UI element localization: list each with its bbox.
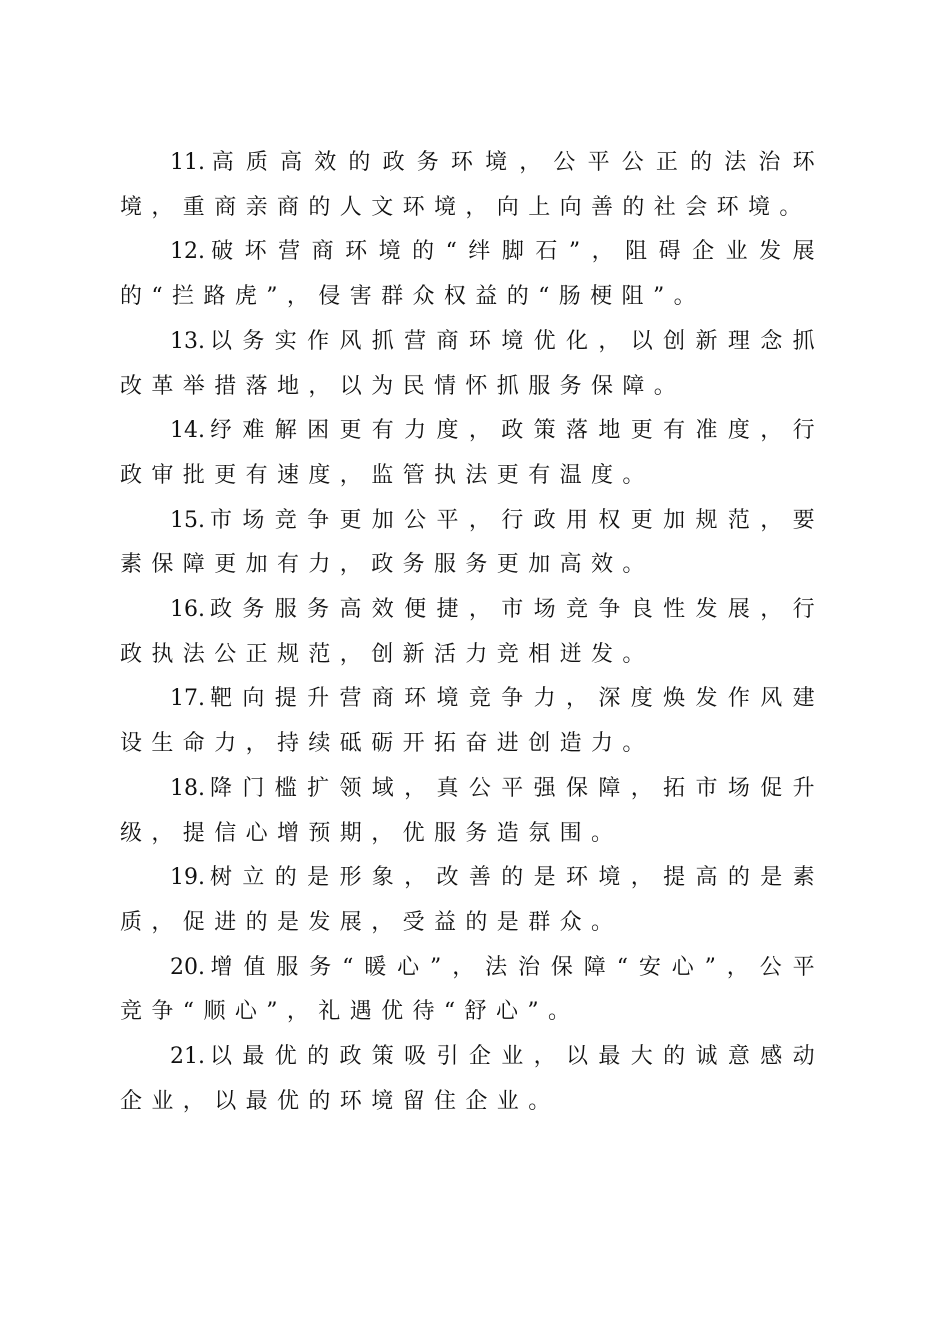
paragraph-17 xyxy=(120,677,824,766)
paragraph-16 xyxy=(120,588,824,677)
paragraph-number: 20. xyxy=(170,954,205,980)
paragraph-number: 11. xyxy=(170,150,205,175)
paragraph-number: 17. xyxy=(170,686,205,712)
paragraph-11 xyxy=(120,141,824,230)
document-page xyxy=(120,141,824,1124)
paragraph-number: 16. xyxy=(170,597,205,623)
paragraph-text: 纾难解困更有力度，政策落地更有准度，行政审批更有速度，监管执法更有温度。 xyxy=(120,418,824,488)
paragraph-text: 政务服务高效便捷，市场竞争良性发展，行政执法公正规范，创新活力竞相迸发。 xyxy=(120,597,824,667)
paragraph-13 xyxy=(120,320,824,409)
paragraph-18 xyxy=(120,767,824,856)
paragraph-text: 以务实作风抓营商环境优化，以创新理念抓改革举措落地，以为民情怀抓服务保障。 xyxy=(120,328,824,399)
paragraph-number: 13. xyxy=(170,328,205,354)
paragraph-19 xyxy=(120,856,824,945)
paragraph-text: 以最优的政策吸引企业，以最大的诚意感动企业，以最优的环境留住企业。 xyxy=(120,1044,824,1114)
paragraph-number: 18. xyxy=(170,775,205,801)
paragraph-text: 树立的是形象，改善的是环境，提高的是素质，促进的是发展，受益的是群众。 xyxy=(120,865,824,935)
paragraph-14 xyxy=(120,409,824,498)
paragraph-text: 降门槛扩领域，真公平强保障，拓市场促升级，提信心增预期，优服务造氛围。 xyxy=(120,775,824,846)
paragraph-text: 市场竞争更加公平，行政用权更加规范，要素保障更加有力，政务服务更加高效。 xyxy=(120,507,824,578)
paragraph-number: 15. xyxy=(170,507,205,533)
paragraph-number: 19. xyxy=(170,865,205,891)
paragraph-text: 高质高效的政务环境，公平公正的法治环境，重商亲商的人文环境，向上向善的社会环境。 xyxy=(120,150,824,220)
paragraph-21 xyxy=(120,1035,824,1124)
paragraph-number: 21. xyxy=(170,1044,205,1070)
paragraph-20 xyxy=(120,946,824,1035)
paragraph-text: 破坏营商环境的“绊脚石”，阻碍企业发展的“拦路虎”，侵害群众权益的“肠梗阻”。 xyxy=(120,239,824,310)
paragraph-15 xyxy=(120,499,824,588)
paragraph-number: 14. xyxy=(170,418,205,444)
paragraph-number: 12. xyxy=(170,239,205,265)
paragraph-12 xyxy=(120,230,824,319)
paragraph-text: 靶向提升营商环境竞争力，深度焕发作风建设生命力，持续砥砺开拓奋进创造力。 xyxy=(120,686,824,757)
paragraph-text: 增值服务“暖心”，法治保障“安心”，公平竞争“顺心”，礼遇优待“舒心”。 xyxy=(120,954,824,1025)
